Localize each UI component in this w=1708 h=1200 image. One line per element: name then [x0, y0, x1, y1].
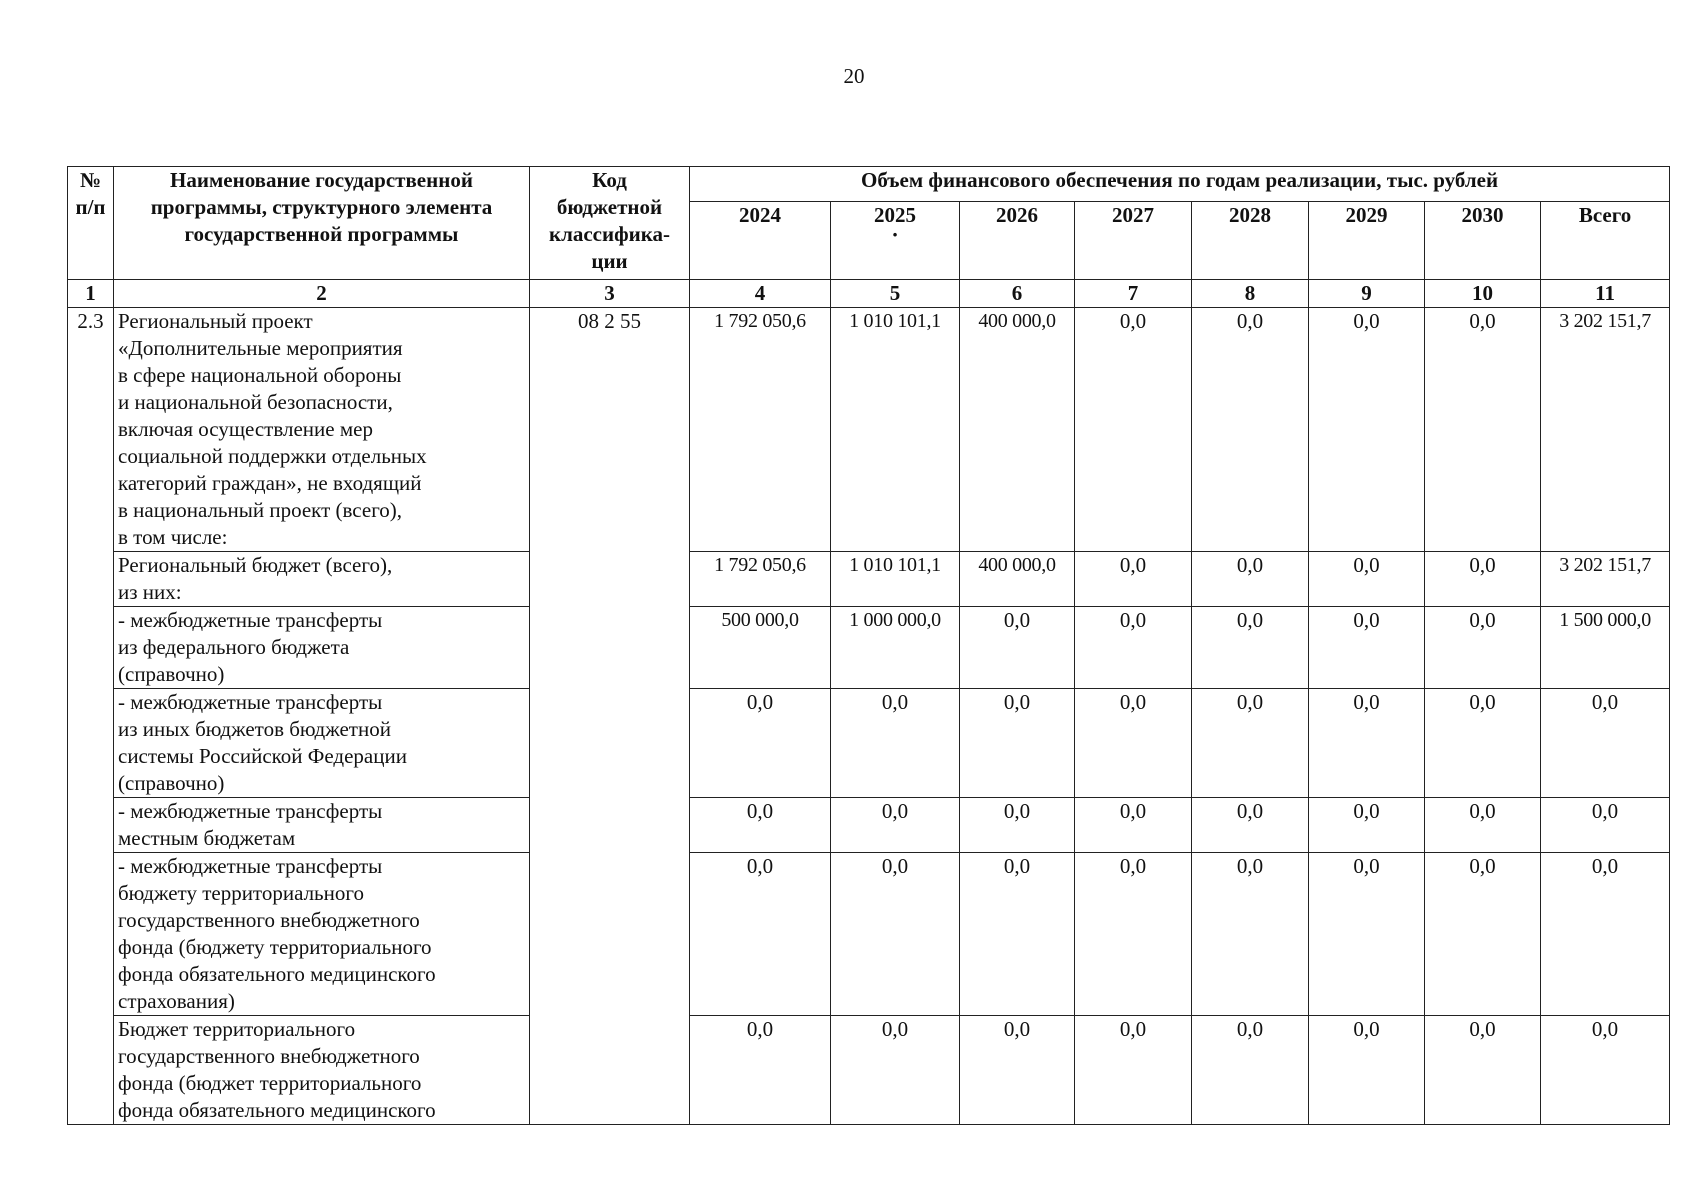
header-year-2027: 2027: [1075, 202, 1192, 280]
value-2024: 1 792 050,6: [690, 552, 831, 607]
value-2029: 0,0: [1309, 308, 1425, 552]
value-2026: 400 000,0: [960, 308, 1075, 552]
row-name: - межбюджетные трансферты бюджету территориального государственного внебюджетного фонда (бюджету территориального фонда обязательного медицинского страхования): [114, 853, 530, 1016]
value-total: 1 500 000,0: [1541, 607, 1670, 689]
value-2024: 1 792 050,6: [690, 308, 831, 552]
value-2028: 0,0: [1192, 1016, 1309, 1125]
header-year-2028: 2028: [1192, 202, 1309, 280]
value-2025: 0,0: [831, 798, 960, 853]
value-2030: 0,0: [1425, 552, 1541, 607]
value-total: 0,0: [1541, 1016, 1670, 1125]
header-year-2025: 2025 ·: [831, 202, 960, 280]
header-num: № п/п: [68, 167, 114, 280]
value-2028: 0,0: [1192, 689, 1309, 798]
value-2024: 500 000,0: [690, 607, 831, 689]
value-2025: 0,0: [831, 853, 960, 1016]
value-2026: 0,0: [960, 689, 1075, 798]
value-2027: 0,0: [1075, 308, 1192, 552]
value-2030: 0,0: [1425, 308, 1541, 552]
value-2027: 0,0: [1075, 689, 1192, 798]
column-number: 11: [1541, 280, 1670, 308]
value-2028: 0,0: [1192, 552, 1309, 607]
value-2029: 0,0: [1309, 1016, 1425, 1125]
column-number: 9: [1309, 280, 1425, 308]
value-total: 3 202 151,7: [1541, 552, 1670, 607]
value-2024: 0,0: [690, 853, 831, 1016]
value-total: 3 202 151,7: [1541, 308, 1670, 552]
header-total: Всего: [1541, 202, 1670, 280]
value-2030: 0,0: [1425, 853, 1541, 1016]
column-number: 6: [960, 280, 1075, 308]
value-2028: 0,0: [1192, 853, 1309, 1016]
value-total: 0,0: [1541, 689, 1670, 798]
scan-dot-mark: ·: [891, 222, 899, 247]
value-2024: 0,0: [690, 689, 831, 798]
header-year-2026: 2026: [960, 202, 1075, 280]
table-row: [68, 798, 1670, 853]
value-2030: 0,0: [1425, 689, 1541, 798]
value-2030: 0,0: [1425, 798, 1541, 853]
column-number: 1: [68, 280, 114, 308]
budget-code: 08 2 55: [530, 308, 690, 1125]
value-2027: 0,0: [1075, 853, 1192, 1016]
table-row: [68, 1016, 1670, 1125]
column-number: 8: [1192, 280, 1309, 308]
value-2025: 0,0: [831, 689, 960, 798]
header-year-2029: 2029: [1309, 202, 1425, 280]
value-2024: 0,0: [690, 798, 831, 853]
column-number: 4: [690, 280, 831, 308]
financing-table: [67, 166, 1670, 1125]
table-row: [68, 607, 1670, 689]
value-2026: 0,0: [960, 607, 1075, 689]
header-year-2030: 2030: [1425, 202, 1541, 280]
value-2025: 1 000 000,0: [831, 607, 960, 689]
value-2024: 0,0: [690, 1016, 831, 1125]
value-total: 0,0: [1541, 798, 1670, 853]
value-2027: 0,0: [1075, 1016, 1192, 1125]
page-number: 20: [843, 64, 865, 88]
column-number: 2: [114, 280, 530, 308]
table-row: [68, 308, 1670, 552]
value-total: 0,0: [1541, 853, 1670, 1016]
value-2025: 0,0: [831, 1016, 960, 1125]
value-2026: 0,0: [960, 853, 1075, 1016]
header-year-2024: 2024: [690, 202, 831, 280]
column-number: 3: [530, 280, 690, 308]
header-name: Наименование государственной программы, структурного элемента государственной программы: [114, 167, 530, 280]
row-name: - межбюджетные трансферты из федерального бюджета (справочно): [114, 607, 530, 689]
value-2029: 0,0: [1309, 853, 1425, 1016]
row-name: Бюджет территориального государственного внебюджетного фонда (бюджет территориального фонда обязательного медицинского: [114, 1016, 530, 1125]
value-2026: 400 000,0: [960, 552, 1075, 607]
value-2026: 0,0: [960, 1016, 1075, 1125]
value-2029: 0,0: [1309, 798, 1425, 853]
value-2029: 0,0: [1309, 552, 1425, 607]
column-number: 7: [1075, 280, 1192, 308]
value-2030: 0,0: [1425, 1016, 1541, 1125]
row-name: - межбюджетные трансферты из иных бюджетов бюджетной системы Российской Федерации (справочно): [114, 689, 530, 798]
header-row-column-numbers: [68, 280, 1670, 308]
table-row: [68, 689, 1670, 798]
row-name: - межбюджетные трансферты местным бюджетам: [114, 798, 530, 853]
column-number: 10: [1425, 280, 1541, 308]
value-2028: 0,0: [1192, 607, 1309, 689]
value-2025: 1 010 101,1: [831, 308, 960, 552]
value-2027: 0,0: [1075, 607, 1192, 689]
column-number: 5: [831, 280, 960, 308]
value-2030: 0,0: [1425, 607, 1541, 689]
value-2028: 0,0: [1192, 308, 1309, 552]
header-volume: Объем финансового обеспечения по годам реализации, тыс. рублей: [690, 167, 1670, 202]
value-2025: 1 010 101,1: [831, 552, 960, 607]
item-number: 2.3: [68, 308, 114, 1125]
value-2027: 0,0: [1075, 552, 1192, 607]
value-2027: 0,0: [1075, 798, 1192, 853]
value-2026: 0,0: [960, 798, 1075, 853]
header-row-main: [68, 167, 1670, 202]
row-name: Региональный бюджет (всего), из них:: [114, 552, 530, 607]
table-row: [68, 853, 1670, 1016]
value-2029: 0,0: [1309, 607, 1425, 689]
header-code: Код бюджетной классифика- ции: [530, 167, 690, 280]
table-row: [68, 552, 1670, 607]
value-2029: 0,0: [1309, 689, 1425, 798]
value-2028: 0,0: [1192, 798, 1309, 853]
row-name: Региональный проект «Дополнительные мероприятия в сфере национальной обороны и национальной безопасности, включая осуществление мер социальной поддержки отдельных категорий граждан», не входящий в национальный проект (всего), в том числе:: [114, 308, 530, 552]
